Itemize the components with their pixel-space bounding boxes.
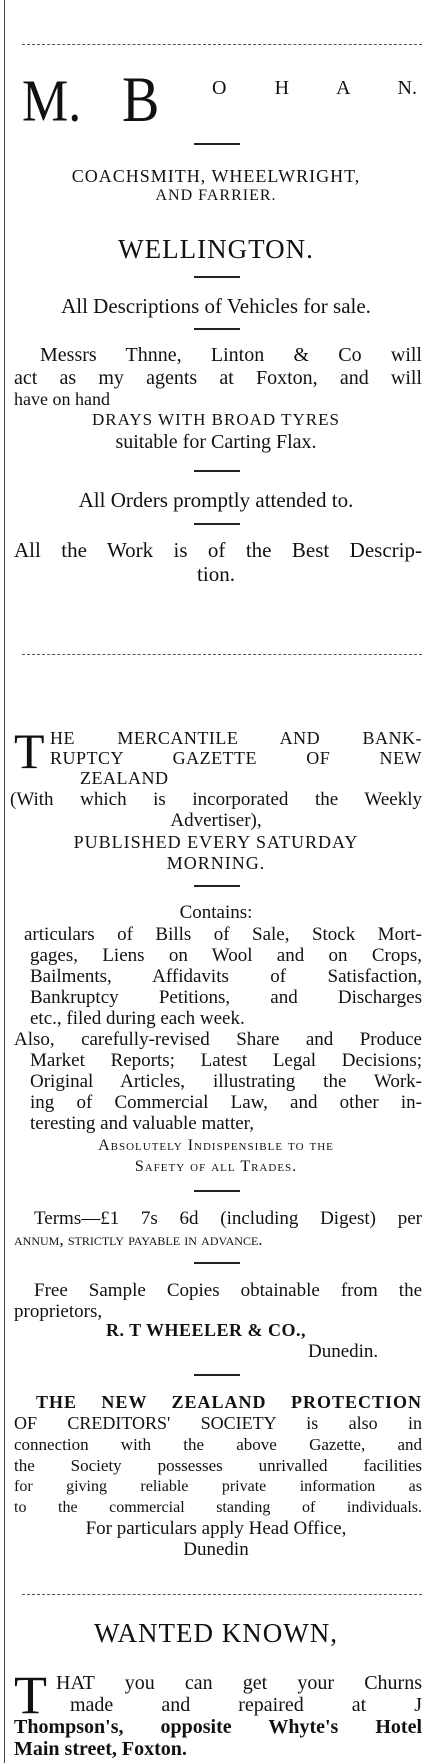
ad2-rule-4 (194, 1374, 240, 1376)
ad3-headline: WANTED KNOWN, (94, 1618, 338, 1648)
ad1-agents-line2: act as my agents at Foxton, and will (14, 367, 422, 389)
ad1-rule-4 (194, 470, 240, 472)
ad3-line3: Thompson's, opposite Whyte's Hotel (14, 1716, 422, 1738)
ad2-content-line: Market Reports; Latest Legal Decisions; (30, 1050, 422, 1071)
ad2-wheeler: R. T WHEELER & CO., (106, 1320, 307, 1340)
ad2-society-line: OF CREDITORS' SOCIETY is also in (14, 1413, 422, 1433)
ad1-town: WELLINGTON. (118, 234, 314, 264)
ad2-terms-line1: Terms—£1 7s 6d (including Digest) per (34, 1208, 422, 1229)
ad1-rule-5 (194, 523, 240, 525)
ad2-title-line3: ZEALAND (80, 768, 169, 788)
ad2-society-line: to the commercial standing of individuals. (14, 1499, 422, 1516)
ad2-indispensable-line2: Safety of all Trades. (134, 1158, 298, 1175)
ad1-vehicles: All Descriptions of Vehicles for sale. (61, 294, 371, 318)
ad2-with-line2: Advertiser), (170, 810, 262, 831)
column-rule (4, 0, 5, 1763)
ad2-apply: For particulars apply Head Office, (85, 1518, 347, 1539)
ad3-line4: Main street, Foxton. (14, 1738, 187, 1760)
ad2-dunedin-2: Dunedin (183, 1539, 249, 1560)
ad2-rule-2 (194, 1190, 240, 1192)
ad2-content-line: Original Articles, illustrating the Work- (30, 1071, 422, 1092)
ad2-content-line: teresting and valuable matter, (30, 1113, 254, 1134)
ad2-content-line: Bankruptcy Petitions, and Discharges (30, 987, 422, 1008)
ad2-content-line: ing of Commercial Law, and other in- (30, 1092, 422, 1113)
divider-top (22, 44, 422, 45)
ad2-society-line: THE NEW ZEALAND PROTECTION (36, 1392, 422, 1412)
ad1-work-line2: tion. (197, 562, 235, 586)
ad2-drop-cap: T (14, 723, 45, 779)
ad2-society-line: the Society possesses unrivalled facilities (14, 1456, 422, 1475)
ad1-rule-2 (194, 276, 240, 278)
ad3-line2: made and repaired at J (70, 1694, 422, 1716)
ad2-title-line2: RUPTCY GAZETTE OF NEW (50, 748, 422, 768)
divider-2 (22, 654, 422, 655)
ad1-name-b: B (122, 64, 160, 137)
ad1-orders: All Orders promptly attended to. (78, 488, 354, 512)
ad1-rule-3 (194, 328, 240, 330)
ad2-with-line1: (With which is incorporated the Weekly (10, 789, 422, 810)
ad1-work-line1: All the Work is of the Best Descrip- (14, 538, 422, 562)
ad2-content-line: Bailments, Affidavits of Satisfaction, (30, 966, 422, 987)
ad2-society-line: for giving reliable private information as (14, 1478, 422, 1495)
ad1-rule-1 (194, 143, 240, 145)
ad3-line1: HAT you can get your Churns (56, 1672, 422, 1694)
ad2-free-line1: Free Sample Copies obtainable from the (34, 1280, 422, 1301)
ad2-free-line2: proprietors, (14, 1301, 103, 1322)
ad2-terms-line2: annum, strictly payable in advance. (14, 1230, 263, 1249)
ad1-drays-line2: suitable for Carting Flax. (115, 431, 317, 453)
ad1-agents-line3: have on hand (14, 389, 110, 409)
ad1-trades-line1: COACHSMITH, WHEELWRIGHT, (71, 166, 361, 186)
ad1-trades-line2: AND FARRIER. (155, 187, 277, 204)
ad2-rule-1 (194, 885, 240, 887)
ad1-drays-line1: DRAYS WITH BROAD TYRES (92, 410, 340, 429)
ad2-contains: Contains: (179, 902, 253, 923)
ad2-published-line1: PUBLISHED EVERY SATURDAY (73, 832, 359, 852)
ad2-indispensable-line1: Absolutely Indispensible to the (98, 1137, 334, 1154)
ad2-rule-3 (194, 1262, 240, 1264)
divider-3 (22, 1594, 422, 1595)
ad2-dunedin-1: Dunedin. (308, 1341, 379, 1362)
ad2-content-line: gages, Liens on Wool and on Crops, (30, 945, 422, 966)
ad2-content-line: etc., filed during each week. (30, 1008, 245, 1029)
ad2-society-line: connection with the above Gazette, and (14, 1435, 422, 1454)
ad1-name-initial: M. (22, 68, 82, 135)
ad2-content-line: Also, carefully-revised Share and Produce (14, 1029, 422, 1050)
ad2-published-line2: MORNING. (166, 853, 266, 873)
ad2-title-line1: HE MERCANTILE AND BANK- (50, 728, 422, 748)
ad1-name-rest: O H A N. (212, 77, 417, 99)
ad1-agents-line1: Messrs Thnne, Linton & Co will (40, 344, 422, 366)
ad2-content-line: articulars of Bills of Sale, Stock Mort- (24, 924, 422, 945)
ad3-drop-cap: T (14, 1665, 47, 1725)
